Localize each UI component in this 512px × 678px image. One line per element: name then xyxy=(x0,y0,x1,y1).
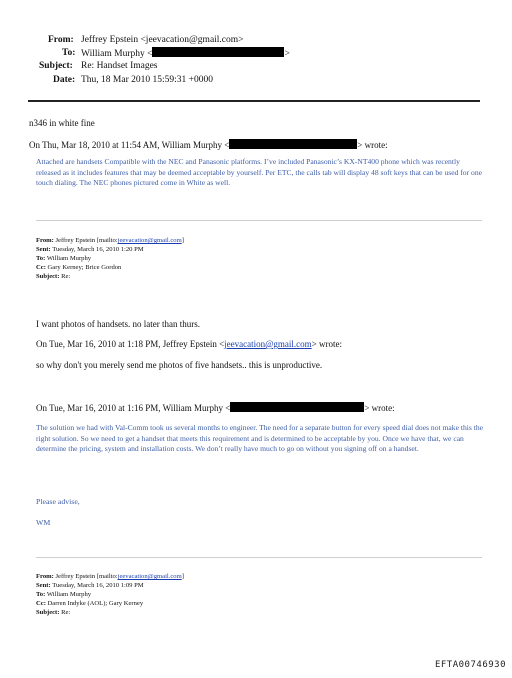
header-to-label: To: xyxy=(62,48,76,58)
body-line-unproductive: so why don't you merely send me photos of five handsets.. this is unproductive. xyxy=(36,360,323,370)
please-advise: Please advise, xyxy=(36,497,80,506)
body-line-n346: n346 in white fine xyxy=(29,118,95,128)
quote-divider-2 xyxy=(36,557,482,558)
header-from-label: From: xyxy=(48,35,74,45)
quoted-paragraph-val-comm: The solution we had with Val-Comm took us several months to engineer. The need for a separate button for every speed dial does not make this the right solution. So we need to get a handset that meets this requirement and is determined to be acceptable by you. Once we have that, we can determine the pricing, system and installation costs. We don’t really have much to go on without you signing off on a handset. xyxy=(36,423,484,454)
redaction-bar xyxy=(230,402,364,412)
header-to-value: William Murphy < > xyxy=(81,49,290,59)
fwd1-email-link[interactable]: jeevacation@gmail.com xyxy=(117,237,182,244)
redaction-bar xyxy=(152,47,284,57)
fwd1-subject: Subject: Re: xyxy=(36,273,71,280)
signature-wm: WM xyxy=(36,518,51,527)
header-divider xyxy=(28,100,480,102)
fwd2-email-link[interactable]: jeevacation@gmail.com xyxy=(117,573,182,580)
fwd1-from: From: Jeffrey Epstein [mailto:jeevacation@gmail.com] xyxy=(36,237,184,244)
quote2-email-link[interactable]: jeevacation@gmail.com xyxy=(224,339,312,349)
fwd2-subject: Subject: Re: xyxy=(36,609,71,616)
fwd2-to: To: William Murphy xyxy=(36,591,92,598)
header-date-label: Date: xyxy=(53,75,76,85)
header-date-value: Thu, 18 Mar 2010 15:59:31 +0000 xyxy=(81,75,214,85)
fwd1-sent: Sent: Tuesday, March 16, 2010 1:20 PM xyxy=(36,246,144,253)
header-subject-label: Subject: xyxy=(39,61,73,71)
fwd2-from: From: Jeffrey Epstein [mailto:jeevacation@gmail.com] xyxy=(36,573,184,580)
body-line-want-photos: I want photos of handsets. no later than thurs. xyxy=(36,319,200,329)
quote-line-3: On Tue, Mar 16, 2010 at 1:16 PM, William Murphy < > wrote: xyxy=(36,403,395,413)
header-from-value: Jeffrey Epstein <jeevacation@gmail.com> xyxy=(81,35,244,45)
header-subject-value: Re: Handset Images xyxy=(81,61,158,71)
quote-line-2: On Tue, Mar 16, 2010 at 1:18 PM, Jeffrey Epstein <jeevacation@gmail.com> wrote: xyxy=(36,339,342,349)
redaction-bar xyxy=(229,139,357,149)
quoted-paragraph-handsets: Attached are handsets Compatible with the NEC and Panasonic platforms. I’ve included Panasonic’s KX-NT400 phone which was recently released as it includes features that may be deemed acceptable by yourself. Per ETC, the calls tab will display 48 soft keys that can be used for one touch dialing. The NEC phones pictured come in White as well. xyxy=(36,157,482,188)
quote-line-1: On Thu, Mar 18, 2010 at 11:54 AM, William Murphy < > wrote: xyxy=(29,140,388,150)
fwd2-cc: Cc: Darren Indyke (AOL); Gary Kerney xyxy=(36,600,144,607)
quote-divider-1 xyxy=(36,220,482,221)
fwd2-sent: Sent: Tuesday, March 16, 2010 1:09 PM xyxy=(36,582,144,589)
fwd1-cc: Cc: Gary Kerney; Brice Gordon xyxy=(36,264,122,271)
document-id: EFTA00746930 xyxy=(434,660,506,670)
fwd1-to: To: William Murphy xyxy=(36,255,92,262)
